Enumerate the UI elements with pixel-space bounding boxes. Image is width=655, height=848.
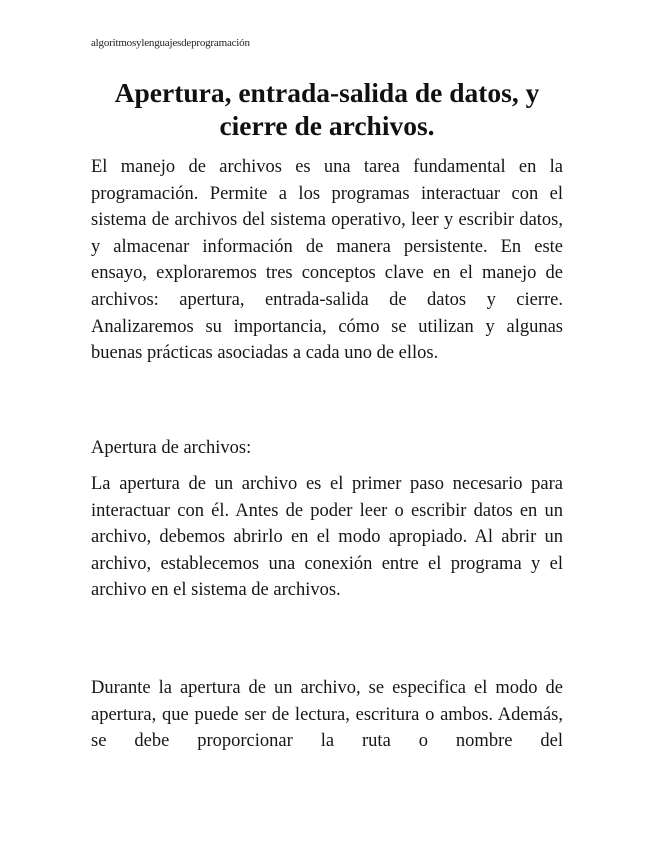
intro-paragraph: El manejo de archivos es una tarea fundamental en la programación. Permite a los programas interactuar con el sistema de archivos del sistema operativo, leer y escribir datos, y almacenar información de manera persistente. En este ensayo, exploraremos tres conceptos clave en el manejo de archivos: apertura, entrada-salida de datos y cierre. Analizaremos su importancia, cómo se utilizan y algunas buenas prácticas asociadas a cada uno de ellos.	[91, 157, 563, 364]
section-paragraph: La apertura de un archivo es el primer paso necesario para interactuar con él. Antes de poder leer o escribir datos en un archivo, debemos abrirlo en el modo apropiado. Al abrir un archivo, establecemos una conexión entre el programa y el archivo en el sistema de archivos.	[91, 474, 563, 601]
section-heading-apertura: Apertura de archivos:	[91, 438, 252, 458]
document-title: Apertura, entrada-salida de datos, y cierre de archivos.	[114, 77, 540, 141]
section-paragraph: Durante la apertura de un archivo, se especifica el modo de apertura, que puede ser de lectura, escritura o ambos. Además, se debe proporcionar la ruta o nombre del	[91, 678, 563, 752]
running-header: algoritmosylenguajesdeprogramación	[91, 37, 250, 49]
